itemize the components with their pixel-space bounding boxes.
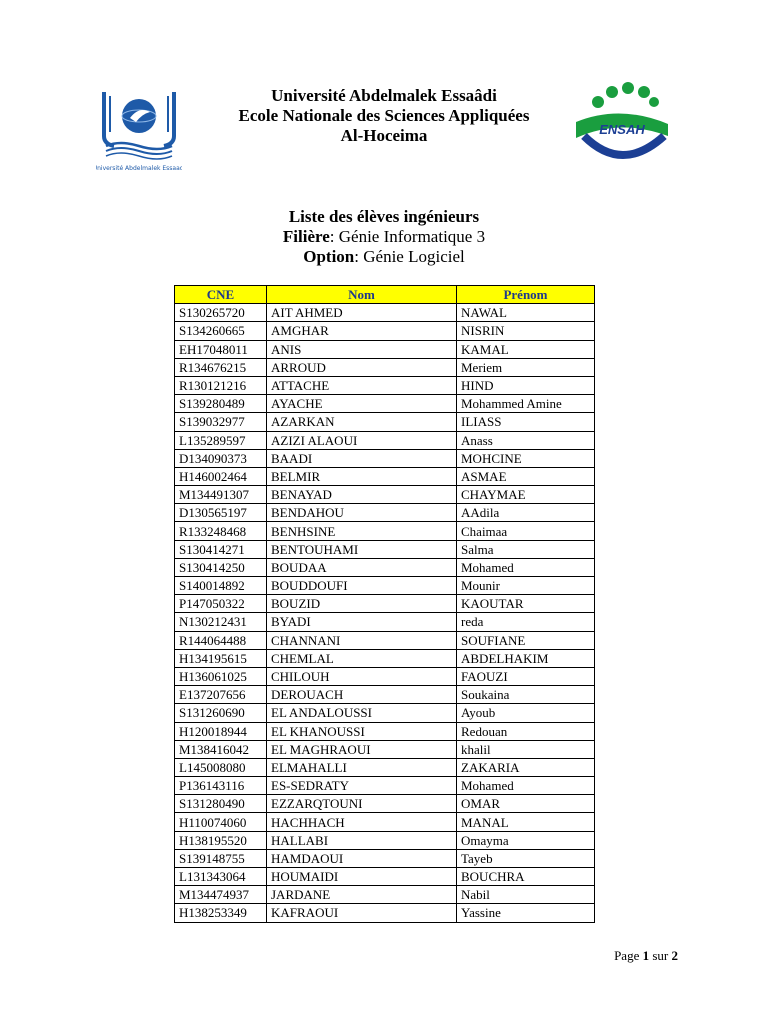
table-row xyxy=(175,886,595,904)
table-body xyxy=(175,304,595,922)
cell-prenom: Mohammed Amine xyxy=(457,395,595,413)
cell-cne: EH17048011 xyxy=(175,340,267,358)
cell-prenom: Salma xyxy=(457,540,595,558)
table-row xyxy=(175,376,595,394)
cell-nom: AMGHAR xyxy=(267,322,457,340)
page-word: Page xyxy=(614,948,640,963)
cell-nom: BENAYAD xyxy=(267,486,457,504)
cell-nom: BELMIR xyxy=(267,467,457,485)
cell-prenom: reda xyxy=(457,613,595,631)
table-row xyxy=(175,868,595,886)
table-row xyxy=(175,667,595,685)
cell-nom: CHEMLAL xyxy=(267,649,457,667)
table-row xyxy=(175,740,595,758)
cell-cne: S131280490 xyxy=(175,795,267,813)
table-row xyxy=(175,504,595,522)
cell-prenom: BOUCHRA xyxy=(457,868,595,886)
table-row xyxy=(175,686,595,704)
cell-cne: M134491307 xyxy=(175,486,267,504)
cell-cne: S139280489 xyxy=(175,395,267,413)
cell-cne: P136143116 xyxy=(175,777,267,795)
cell-prenom: Soukaina xyxy=(457,686,595,704)
cell-nom: BYADI xyxy=(267,613,457,631)
table-row xyxy=(175,358,595,376)
cell-prenom: Yassine xyxy=(457,904,595,922)
institution-header xyxy=(200,86,568,146)
cell-nom: KAFRAOUI xyxy=(267,904,457,922)
cell-nom: ARROUD xyxy=(267,358,457,376)
cell-cne: S130414250 xyxy=(175,558,267,576)
cell-cne: L145008080 xyxy=(175,758,267,776)
cell-cne: P147050322 xyxy=(175,595,267,613)
cell-prenom: SOUFIANE xyxy=(457,631,595,649)
cell-cne: N130212431 xyxy=(175,613,267,631)
of-word: sur xyxy=(652,948,669,963)
cell-nom: HOUMAIDI xyxy=(267,868,457,886)
cell-prenom: Mounir xyxy=(457,577,595,595)
cell-nom: ATTACHE xyxy=(267,376,457,394)
document-title xyxy=(180,207,588,267)
cell-cne: S134260665 xyxy=(175,322,267,340)
cell-nom: JARDANE xyxy=(267,886,457,904)
filiere-line xyxy=(180,227,588,247)
table-row xyxy=(175,777,595,795)
cell-nom: EL MAGHRAOUI xyxy=(267,740,457,758)
cell-prenom: ILIASS xyxy=(457,413,595,431)
table-row xyxy=(175,813,595,831)
filiere-label: Filière xyxy=(282,227,330,246)
cell-prenom: AAdila xyxy=(457,504,595,522)
option-line xyxy=(180,247,588,267)
table-row xyxy=(175,540,595,558)
cell-prenom: ASMAE xyxy=(457,467,595,485)
cell-prenom: MANAL xyxy=(457,813,595,831)
table-row xyxy=(175,831,595,849)
cell-nom: CHANNANI xyxy=(267,631,457,649)
cell-cne: H146002464 xyxy=(175,467,267,485)
city-name: Al-Hoceima xyxy=(340,126,428,145)
cell-nom: BOUZID xyxy=(267,595,457,613)
cell-cne: S140014892 xyxy=(175,577,267,595)
cell-cne: H110074060 xyxy=(175,813,267,831)
cell-nom: ELMAHALLI xyxy=(267,758,457,776)
university-logo xyxy=(96,86,182,176)
cell-prenom: Nabil xyxy=(457,886,595,904)
table-row xyxy=(175,467,595,485)
cell-nom: HAMDAOUI xyxy=(267,849,457,867)
cell-nom: BOUDAA xyxy=(267,558,457,576)
cell-cne: H134195615 xyxy=(175,649,267,667)
cell-cne: R144064488 xyxy=(175,631,267,649)
cell-nom: EZZARQTOUNI xyxy=(267,795,457,813)
cell-nom: AYACHE xyxy=(267,395,457,413)
option-value: : Génie Logiciel xyxy=(354,247,465,266)
table-row xyxy=(175,340,595,358)
cell-prenom: Anass xyxy=(457,431,595,449)
column-header-cne: CNE xyxy=(175,286,267,304)
students-table xyxy=(174,285,595,923)
svg-text:Université Abdelmalek Essaadi: Université Abdelmalek Essaadi xyxy=(96,165,182,172)
cell-prenom: KAMAL xyxy=(457,340,595,358)
list-title: Liste des élèves ingénieurs xyxy=(288,207,480,226)
cell-prenom: Tayeb xyxy=(457,849,595,867)
cell-cne: S130414271 xyxy=(175,540,267,558)
cell-nom: BAADI xyxy=(267,449,457,467)
cell-nom: BOUDDOUFI xyxy=(267,577,457,595)
cell-nom: HALLABI xyxy=(267,831,457,849)
filiere-value: : Génie Informatique 3 xyxy=(329,227,486,246)
column-header-prenom: Prénom xyxy=(457,286,595,304)
cell-prenom: CHAYMAE xyxy=(457,486,595,504)
cell-cne: H120018944 xyxy=(175,722,267,740)
cell-nom: HACHHACH xyxy=(267,813,457,831)
cell-prenom: FAOUZI xyxy=(457,667,595,685)
cell-cne: H136061025 xyxy=(175,667,267,685)
svg-text:ENSAH: ENSAH xyxy=(599,122,645,137)
cell-nom: BENDAHOU xyxy=(267,504,457,522)
cell-nom: AIT AHMED xyxy=(267,304,457,322)
table-row xyxy=(175,722,595,740)
table-row xyxy=(175,795,595,813)
table-row xyxy=(175,577,595,595)
cell-nom: CHILOUH xyxy=(267,667,457,685)
school-name: Ecole Nationale des Sciences Appliquées xyxy=(238,106,530,125)
cell-prenom: Omayma xyxy=(457,831,595,849)
cell-prenom: KAOUTAR xyxy=(457,595,595,613)
table-row xyxy=(175,558,595,576)
table-row xyxy=(175,395,595,413)
table-row xyxy=(175,904,595,922)
cell-cne: S139148755 xyxy=(175,849,267,867)
cell-cne: D130565197 xyxy=(175,504,267,522)
cell-prenom: Redouan xyxy=(457,722,595,740)
cell-prenom: HIND xyxy=(457,376,595,394)
table-header-row xyxy=(175,286,595,304)
table-row xyxy=(175,304,595,322)
table-row xyxy=(175,486,595,504)
cell-cne: S139032977 xyxy=(175,413,267,431)
cell-cne: E137207656 xyxy=(175,686,267,704)
table-row xyxy=(175,449,595,467)
cell-nom: DEROUACH xyxy=(267,686,457,704)
page-footer xyxy=(614,948,678,964)
table-row xyxy=(175,613,595,631)
cell-nom: EL ANDALOUSSI xyxy=(267,704,457,722)
table-row xyxy=(175,595,595,613)
cell-nom: AZIZI ALAOUI xyxy=(267,431,457,449)
cell-prenom: Meriem xyxy=(457,358,595,376)
cell-prenom: MOHCINE xyxy=(457,449,595,467)
table-row xyxy=(175,631,595,649)
table-row xyxy=(175,704,595,722)
cell-cne: L135289597 xyxy=(175,431,267,449)
cell-cne: R130121216 xyxy=(175,376,267,394)
cell-cne: H138195520 xyxy=(175,831,267,849)
cell-nom: ANIS xyxy=(267,340,457,358)
cell-prenom: NISRIN xyxy=(457,322,595,340)
column-header-nom: Nom xyxy=(267,286,457,304)
cell-cne: M138416042 xyxy=(175,740,267,758)
cell-nom: ES-SEDRATY xyxy=(267,777,457,795)
cell-cne: R134676215 xyxy=(175,358,267,376)
cell-cne: D134090373 xyxy=(175,449,267,467)
cell-cne: M134474937 xyxy=(175,886,267,904)
cell-prenom: NAWAL xyxy=(457,304,595,322)
table-row xyxy=(175,849,595,867)
table-row xyxy=(175,522,595,540)
table-row xyxy=(175,649,595,667)
cell-nom: BENTOUHAMI xyxy=(267,540,457,558)
cell-prenom: ZAKARIA xyxy=(457,758,595,776)
cell-prenom: khalil xyxy=(457,740,595,758)
table-row xyxy=(175,413,595,431)
cell-nom: AZARKAN xyxy=(267,413,457,431)
total-pages-number: 2 xyxy=(671,948,678,963)
table-row xyxy=(175,322,595,340)
cell-cne: R133248468 xyxy=(175,522,267,540)
cell-prenom: Mohamed xyxy=(457,777,595,795)
cell-cne: L131343064 xyxy=(175,868,267,886)
cell-nom: EL KHANOUSSI xyxy=(267,722,457,740)
cell-prenom: ABDELHAKIM xyxy=(457,649,595,667)
cell-cne: S131260690 xyxy=(175,704,267,722)
current-page-number: 1 xyxy=(642,948,650,963)
cell-prenom: Chaimaa xyxy=(457,522,595,540)
cell-nom: BENHSINE xyxy=(267,522,457,540)
cell-cne: S130265720 xyxy=(175,304,267,322)
ensah-logo xyxy=(568,82,674,164)
cell-cne: H138253349 xyxy=(175,904,267,922)
cell-prenom: OMAR xyxy=(457,795,595,813)
university-name: Université Abdelmalek Essaâdi xyxy=(271,86,497,105)
cell-prenom: Ayoub xyxy=(457,704,595,722)
table-row xyxy=(175,758,595,776)
table-row xyxy=(175,431,595,449)
cell-prenom: Mohamed xyxy=(457,558,595,576)
option-label: Option xyxy=(303,247,355,266)
